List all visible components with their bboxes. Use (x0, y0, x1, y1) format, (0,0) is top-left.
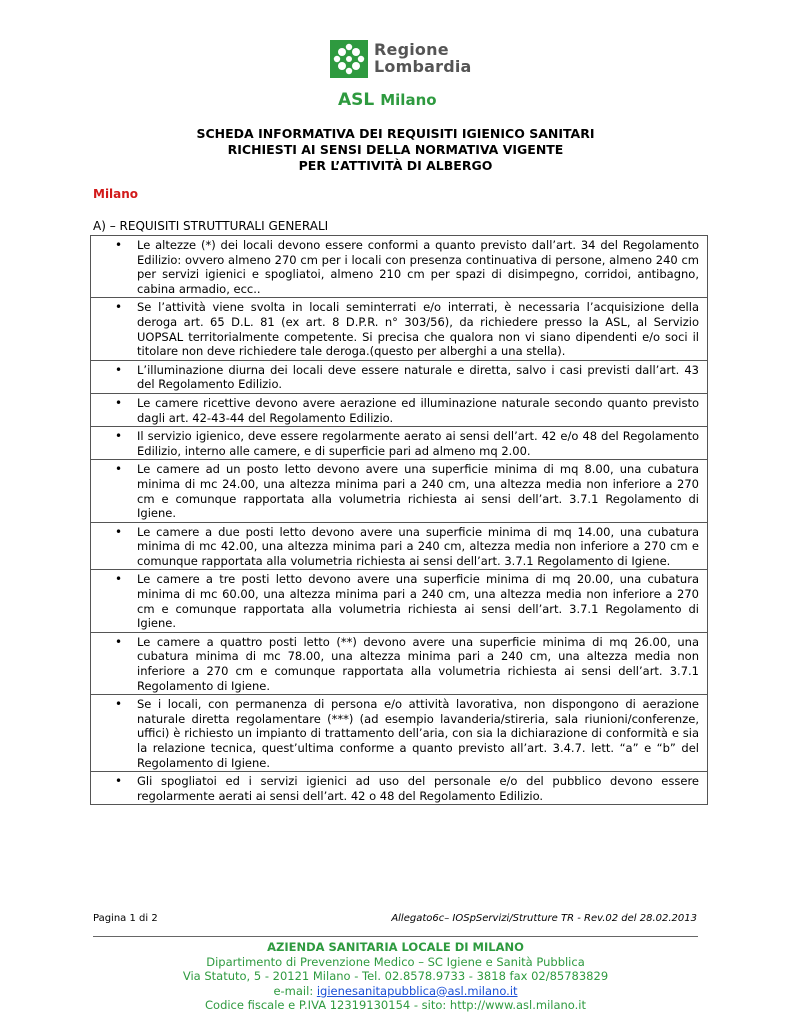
document-title (0, 126, 791, 174)
bullet-icon: • (115, 572, 123, 587)
footer-department: Dipartimento di Prevenzione Medico – SC Igiene e Sanità Pubblica (206, 954, 585, 969)
bullet-icon: • (115, 634, 123, 649)
requirement-row (91, 695, 708, 772)
document-reference: Allegato6c– IOSpServizi/Strutture TR - Rev.02 del 28.02.2013 (391, 913, 697, 924)
asl-label: ASL (338, 90, 375, 110)
bullet-icon: • (115, 300, 123, 315)
bullet-icon: • (115, 774, 123, 789)
requirement-text: Se i locali, con permanenza di persona e/o attività lavorativa, non dispongono di aerazione naturale diretta regolamentare (***) (ad esempio lavanderia/stireria, sala riunioni/conferenze, uffici) è richiesto un impianto di trattamento dell’aria, con sia la dichiarazione di conformità e sia la relazione tecnica, quest’ultima conforme a quanto previsto all’art. 3.4.7. lett. “a” e “b” del Regolamento di Igiene. (137, 697, 699, 770)
requirement-cell (91, 632, 708, 694)
title-line-1: SCHEDA INFORMATIVA DEI REQUISITI IGIENICO SANITARI (196, 126, 595, 141)
requirement-cell (91, 772, 708, 805)
city-label: Milano (93, 187, 139, 201)
regione-lombardia-rose-icon (330, 40, 368, 78)
page-number: Pagina 1 di 2 (93, 913, 158, 924)
requirement-row (91, 570, 708, 632)
requirement-text: L’illuminazione diurna dei locali deve essere naturale e diretta, salvo i casi previsti dall’art. 43 del Regolamento Edilizio. (137, 362, 699, 392)
footer-contacts (0, 940, 791, 1013)
footer-divider (93, 936, 698, 937)
requirement-row (91, 360, 708, 393)
logo-line-lombardia: Lombardia (374, 57, 472, 76)
requirement-cell (91, 427, 708, 460)
requirement-row (91, 236, 708, 298)
logo (330, 40, 490, 110)
requirement-cell (91, 393, 708, 426)
footer-email-line (0, 984, 791, 999)
requirement-text: Le camere a tre posti letto devono avere una superficie minima di mq 20.00, una cubatura minima di mc 60.00, una altezza minima pari a 240 cm, una altezza media non inferiore a 270 cm e comunque rapportata alla volumetria richiesta ai sensi dell’art. 3.7.1 Regolamento di Igiene. (137, 572, 699, 631)
footer-email-link[interactable]: igienesanitapubblica@asl.milano.it (316, 983, 518, 998)
requirement-cell (91, 695, 708, 772)
title-line-3: PER L’ATTIVITÀ DI ALBERGO (298, 158, 493, 173)
bullet-icon: • (115, 524, 123, 539)
bullet-icon: • (115, 238, 123, 252)
footer-org-name: AZIENDA SANITARIA LOCALE DI MILANO (267, 940, 524, 954)
title-line-2: RICHIESTI AI SENSI DELLA NORMATIVA VIGENTE (227, 142, 564, 157)
requirement-row (91, 772, 708, 805)
requirement-cell (91, 570, 708, 632)
requirement-text: Le camere ad un posto letto devono avere una superficie minima di mq 8.00, una cubatura minima di mc 24.00, una altezza minima pari a 240 cm, una altezza media non inferiore a 270 cm e comunque rapportata alla volumetria richiesta ai sensi dell’art. 3.7.1 Regolamento di Igiene. (137, 462, 699, 521)
asl-city: Milano (380, 91, 437, 109)
requirement-row (91, 427, 708, 460)
requirement-cell (91, 298, 708, 360)
requirement-row (91, 632, 708, 694)
bullet-icon: • (115, 395, 123, 410)
requirement-row (91, 522, 708, 570)
bullet-icon: • (115, 429, 123, 444)
requirement-text: Le camere a due posti letto devono avere una superficie minima di mq 14.00, una cubatura minima di mc 42.00, una altezza minima pari a 240 cm, altezza media non inferiore a 270 cm e comunque rapportata alla volumetria richiesta ai sensi dell’art. 3.7.1 Regolamento di Igiene. (137, 524, 699, 568)
requirement-text: Se l’attività viene svolta in locali seminterrati e/o interrati, è necessaria l’acquisizione della deroga art. 65 D.L. 81 (ex art. 8 D.P.R. n° 303/56), da richiedere presso la ASL, al Servizio UOPSAL territorialmente competente. Si precisa che qualora non vi siano dipendenti e/o soci il titolare non deve richiedere tale deroga.(questo per alberghi a una stella). (137, 300, 699, 359)
requirement-text: Le altezze (*) dei locali devono essere conformi a quanto previsto dall’art. 34 del Regolamento Edilizio: ovvero almeno 270 cm per i locali con presenza continuativa di persone, almeno 240 cm per servizi igienici e spogliatoi, almeno 210 cm per spazi di disimpegno, corridoi, antibagno, cabina armadio, ecc.. (137, 238, 699, 296)
requirement-cell (91, 360, 708, 393)
footer-address: Via Statuto, 5 - 20121 Milano - Tel. 02.8578.9733 - 3818 fax 02/85783829 (182, 969, 609, 983)
bullet-icon: • (115, 697, 123, 712)
requirement-cell (91, 460, 708, 522)
requirement-row (91, 393, 708, 426)
requirement-text: Il servizio igienico, deve essere regolarmente aerato ai sensi dell’art. 42 e/o 48 del Regolamento Edilizio, interno alle camere, e di superficie pari ad almeno mq 2.00. (137, 429, 699, 458)
requirement-text: Le camere ricettive devono avere aerazione ed illuminazione naturale secondo quanto previsto dagli art. 42-43-44 del Regolamento Edilizio. (137, 395, 699, 425)
requirement-text: Le camere a quattro posti letto (**) devono avere una superficie minima di mq 26.00, una cubatura minima di mc 78.00, una altezza minima pari a 240 cm, una altezza media non inferiore a 270 cm e comunque rapportata alla volumetria richiesta ai sensi dell’art. 3.7.1 Regolamento di Igiene. (137, 634, 699, 693)
logo-line-regione: Regione (374, 40, 449, 59)
bullet-icon: • (115, 362, 123, 377)
asl-wordmark (338, 90, 437, 110)
logo-text (374, 41, 472, 75)
requirement-cell (91, 236, 708, 298)
requirement-row (91, 460, 708, 522)
requirement-text: Gli spogliatoi ed i servizi igienici ad uso del personale e/o del pubblico devono essere regolarmente aerati ai sensi dell’art. 42 o 48 del Regolamento Edilizio. (137, 774, 699, 803)
requirements-table (90, 235, 708, 805)
bullet-icon: • (115, 462, 123, 477)
requirement-row (91, 298, 708, 360)
footer-tax-and-site: Codice fiscale e P.IVA 12319130154 - sito: http://www.asl.milano.it (205, 998, 586, 1012)
footer-email-label: e-mail: (273, 983, 317, 998)
section-heading: A) – REQUISITI STRUTTURALI GENERALI (93, 219, 329, 233)
requirement-cell (91, 522, 708, 570)
